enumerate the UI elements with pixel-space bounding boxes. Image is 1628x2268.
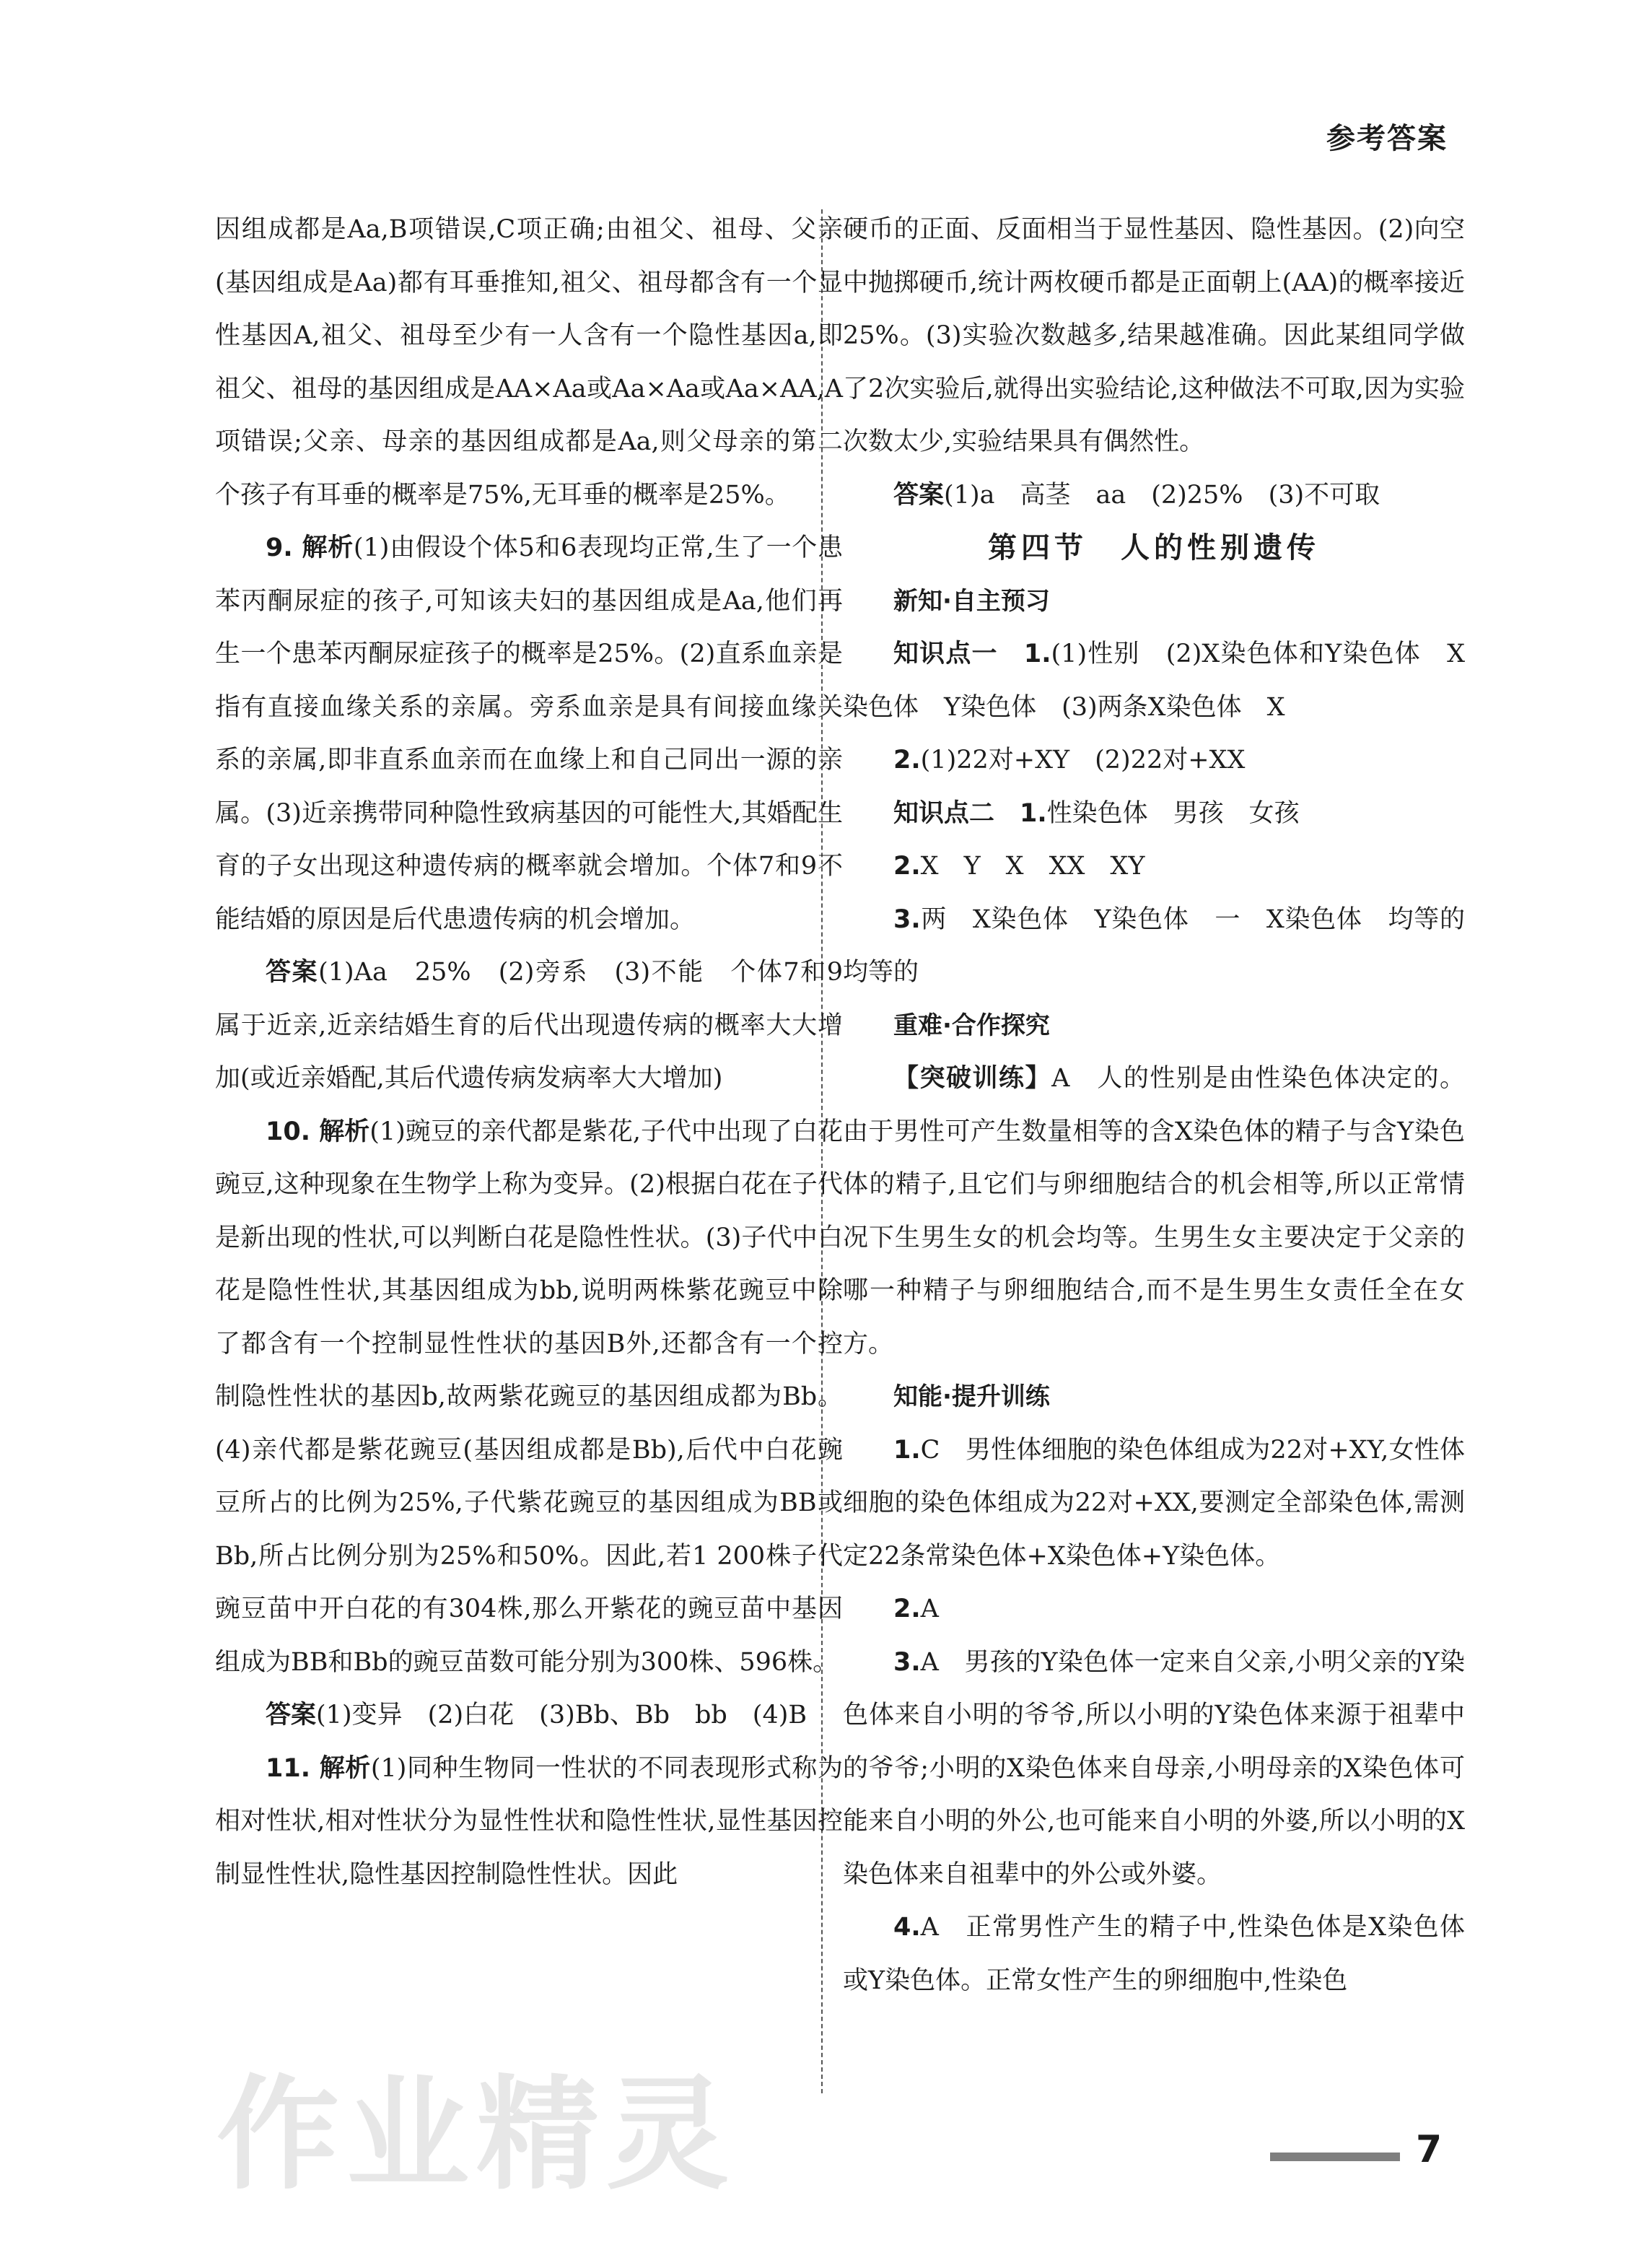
right-answer-item [843, 628, 1465, 734]
watermark-logo: 作业精灵 [216, 2064, 737, 2207]
item-text: X Y X XX XY [920, 852, 1145, 881]
item-text: (1)豌豆的亲代都是紫花,子代中出现了白花豌豆,这种现象在生物学上称为变异。(2)根据白花在子代是新出现的性状,可以判断白花是隐性性状。(3)子代中白花是隐性性状,其基因组成为bb,说明两株紫花豌豆中除了都含有一个控制显性性状的基因B外,还都含有一个控制隐性性状的基因b,故两紫花豌豆的基因组成都为Bb。(4)亲代都是紫花豌豆(基因组成都是Bb),后代中白花豌豆所占的比例为25%,子代紫花豌豆的基因组成为BB或Bb,所占比例分别为25%和50%。因此,若1 200株子代豌豆苗中开白花的有304株,那么开紫花的豌豆苗中基因组成为BB和Bb的豌豆苗数可能分别为300株、596株。 [215, 1117, 843, 1677]
item-lead: 3. [893, 904, 921, 934]
item-text: (1)同种生物同一性状的不同表现形式称为相对性状,相对性状分为显性性状和隐性性状,显性基因控制显性性状,隐性基因控制隐性性状。因此 [215, 1753, 843, 1889]
left-answer-item [215, 946, 843, 1106]
item-text: A 男孩的Y染色体一定来自父亲,小明父亲的Y染色体来自小明的爷爷,所以小明的Y染色体来源于祖辈中的爷爷;小明的X染色体来自母亲,小明母亲的X染色体可能来自小明的外公,也可能来自小明的外婆,所以小明的X染色体来自祖辈中的外公或外婆。 [843, 1647, 1465, 1889]
item-text: C 男性体细胞的染色体组成为22对+XY,女性体细胞的染色体组成为22对+XX,要测定全部染色体,需测定22条常染色体+X染色体+Y染色体。 [843, 1435, 1465, 1571]
left-column [215, 204, 843, 1901]
left-answer-item [215, 1743, 843, 1902]
right-answer-item [843, 788, 1465, 841]
item-text: A [920, 1595, 939, 1623]
item-lead: 【突破训练】 [893, 1064, 1052, 1093]
left-answer-item [215, 522, 843, 946]
footer-bar [1270, 2153, 1400, 2161]
item-text: (1)22对+XY (2)22对+XX [920, 746, 1246, 775]
item-text: A 人的性别是由性染色体决定的。由于男性可产生数量相等的含X染色体的精子与含Y染色体的精子,且它们与卵细胞结合的机会相等,所以正常情况下生男生女的机会均等。生男生女主要决定于父亲的哪一种精子与卵细胞结合,而不是生男生女责任全在女方。 [843, 1064, 1465, 1358]
item-text: (1)由假设个体5和6表现均正常,生了一个患苯丙酮尿症的孩子,可知该夫妇的基因组成是Aa,他们再生一个患苯丙酮尿症孩子的概率是25%。(2)直系血亲是指有直接血缘关系的亲属。旁系血亲是具有间接血缘关系的亲属,即非直系血亲而在血缘上和自己同出一源的亲属。(3)近亲携带同种隐性致病基因的可能性大,其婚配生育的子女出现这种遗传病的概率就会增加。个体7和9不能结婚的原因是后代患遗传病的机会增加。 [215, 533, 843, 934]
item-lead: 知识点二 1. [893, 798, 1047, 828]
item-text: A 正常男性产生的精子中,性染色体是X染色体或Y染色体。正常女性产生的卵细胞中,性染色 [843, 1913, 1465, 1995]
right-answer-item [843, 734, 1465, 788]
right-answer-item [843, 894, 1491, 1000]
item-lead: 1. [893, 1435, 921, 1465]
item-text: 两 X染色体 Y染色体 一 X染色体 均等的 均等的 [843, 904, 1491, 987]
item-lead: 3. [893, 1647, 921, 1677]
left-answer-item [215, 1106, 843, 1690]
item-lead: 2. [893, 852, 921, 881]
right-answer-item [843, 1052, 1465, 1371]
subsection-title: 重难·合作探究 [893, 1011, 1050, 1040]
item-lead: 2. [893, 1595, 921, 1623]
left-answer-item [215, 1689, 843, 1743]
right-answer-item [843, 469, 1465, 523]
item-lead: 答案 [893, 480, 945, 510]
item-lead: 10. 解析 [266, 1117, 370, 1146]
item-text: (1)Aa 25% (2)旁系 (3)不能 个体7和9属于近亲,近亲结婚生育的后代出现遗传病的概率大大增加(或近亲婚配,其后代遗传病发病率大大增加) [215, 958, 843, 1093]
right-paragraph: 硬币的正面、反面相当于显性基因、隐性基因。(2)向空中抛掷硬币,统计两枚硬币都是正面朝上(AA)的概率接近25%。(3)实验次数越多,结果越准确。因此某组同学做了2次实验后,就得出实验结论,这种做法不可取,因为实验次数太少,实验结果具有偶然性。 [843, 215, 1465, 456]
page-number: 7 [1416, 2128, 1443, 2171]
right-answer-item [843, 1636, 1465, 1902]
item-text: (1)变异 (2)白花 (3)Bb、Bb bb (4)B [316, 1701, 808, 1730]
item-text: 性染色体 男孩 女孩 [1046, 798, 1300, 828]
item-lead: 9. 解析 [266, 533, 354, 562]
page-header-title: 参考答案 [1326, 122, 1448, 155]
item-lead: 4. [893, 1913, 921, 1942]
right-column [843, 204, 1491, 2007]
subsection-title: 新知·自主预习 [893, 586, 1050, 616]
item-text: (1)性别 (2)X染色体和Y染色体 X染色体 Y染色体 (3)两条X染色体 X [843, 640, 1465, 722]
left-paragraph: 因组成都是Aa,B项错误,C项正确;由祖父、祖母、父亲(基因组成是Aa)都有耳垂推知,祖父、祖母都含有一个显性基因A,祖父、祖母至少有一人含有一个隐性基因a,即祖父、祖母的基因组成是AA×Aa或Aa×Aa或Aa×AA,A项错误;父亲、母亲的基因组成都是Aa,则父母亲的第二个孩子有耳垂的概率是75%,无耳垂的概率是25%。 [215, 215, 843, 510]
item-lead: 11. 解析 [266, 1753, 371, 1783]
subsection-title: 知能·提升训练 [893, 1382, 1050, 1411]
right-answer-item [843, 840, 1465, 894]
section-title: 第四节 人的性别遗传 [988, 531, 1320, 564]
item-lead: 知识点一 1. [893, 640, 1051, 668]
item-text: (1)a 高茎 aa (2)25% (3)不可取 [944, 480, 1380, 510]
right-answer-item [843, 1901, 1465, 2007]
item-lead: 2. [893, 746, 921, 775]
right-answer-item [843, 1424, 1465, 1584]
item-lead: 答案 [266, 1701, 317, 1730]
item-lead: 答案 [266, 958, 319, 987]
right-answer-item [843, 1583, 1465, 1636]
